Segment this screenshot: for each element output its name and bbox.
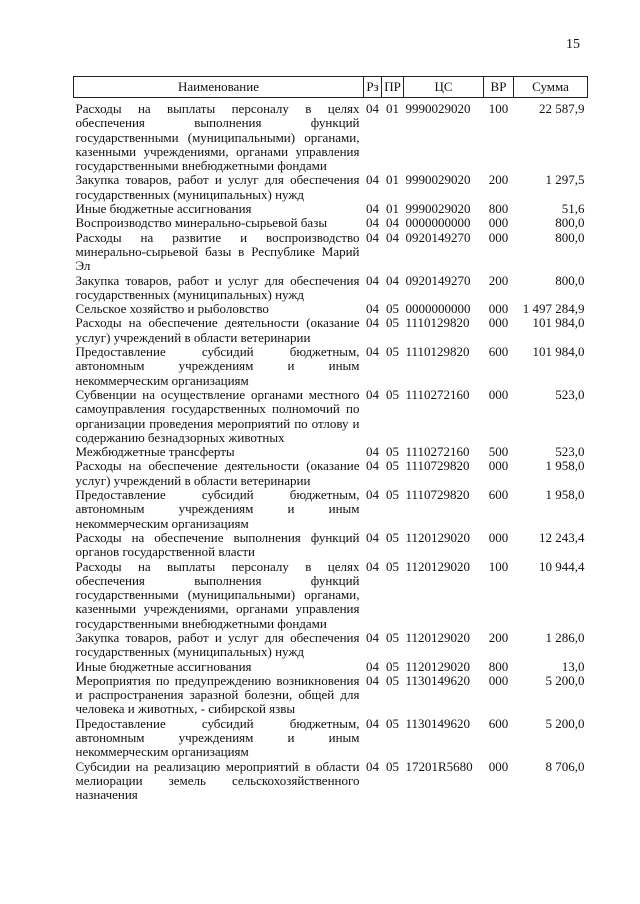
cell-name: Межбюджетные трансферты: [75, 444, 235, 460]
table-row: [74, 388, 588, 445]
cell-pr: 04: [386, 229, 399, 245]
cell-name: Иные бюджетные ассигнования: [75, 201, 252, 217]
cell-cs: 1110729820: [405, 487, 470, 503]
cell-sum: 10 944,4: [539, 558, 585, 574]
table-row: [74, 560, 588, 631]
cell-vr: 000: [488, 386, 509, 402]
cell-name: Расходы на выплаты персоналу в целях обеспечения выполнения функций государственными (муниципальными) органами, казенными учреждениями, органами управления государственными внебюджетными фондами: [75, 101, 360, 174]
cell-sum: 800,0: [555, 272, 585, 288]
cell-vr: 100: [488, 101, 509, 116]
cell-pr: 04: [386, 272, 399, 288]
cell-sum: 8 706,0: [545, 758, 585, 774]
cell-rz: 04: [366, 172, 379, 188]
table-row: [74, 216, 588, 230]
header-cs: ЦС: [404, 77, 484, 98]
cell-sum: 523,0: [555, 386, 585, 402]
table-row: [74, 231, 588, 274]
cell-rz: 04: [366, 444, 379, 460]
cell-name: Субвенции на осуществление органами местного самоуправления государственных полномочий по организации проведения мероприятий по отлову и содержанию безнадзорных животных: [75, 386, 360, 445]
cell-cs: 1110272160: [405, 386, 470, 402]
cell-sum: 101 984,0: [532, 344, 585, 360]
cell-cs: 0920149270: [405, 229, 471, 245]
cell-vr: 200: [488, 629, 509, 645]
table-body: [74, 98, 588, 803]
cell-name: Расходы на обеспечение деятельности (оказание услуг) учреждений в области ветеринарии: [75, 315, 360, 345]
cell-cs: 1120129020: [405, 629, 471, 645]
cell-pr: 05: [386, 629, 399, 645]
cell-name: Мероприятия по предупреждению возникновения и распространения заразной болезни, общей для человека и животных, - сибирской язвы: [75, 672, 360, 717]
cell-cs: 9990029020: [405, 201, 471, 217]
table-row: [74, 631, 588, 660]
cell-rz: 04: [366, 458, 379, 474]
cell-sum: 1 958,0: [545, 487, 585, 503]
cell-pr: 05: [386, 715, 399, 731]
cell-name: Расходы на развитие и воспроизводство минерально-сырьевой базы в Республике Марий Эл: [75, 229, 360, 274]
cell-rz: 04: [366, 558, 379, 574]
cell-pr: 04: [386, 215, 399, 231]
table-row: [74, 488, 588, 531]
cell-rz: 04: [366, 658, 379, 674]
cell-sum: 523,0: [555, 444, 585, 460]
cell-vr: 800: [488, 658, 509, 674]
cell-rz: 04: [366, 529, 379, 545]
cell-rz: 04: [366, 487, 379, 503]
cell-sum: 22 587,9: [539, 101, 585, 116]
cell-sum: 101 984,0: [532, 315, 585, 331]
table-row: [74, 98, 588, 174]
cell-rz: 04: [366, 758, 379, 774]
cell-cs: 0000000000: [405, 215, 471, 231]
cell-sum: 5 200,0: [545, 672, 585, 688]
cell-rz: 04: [366, 215, 379, 231]
table-row: [74, 531, 588, 560]
table-row: [74, 760, 588, 803]
table-row: [74, 459, 588, 488]
table-row: [74, 202, 588, 216]
cell-vr: 100: [488, 558, 509, 574]
cell-vr: 000: [488, 458, 509, 474]
table-row: [74, 660, 588, 674]
cell-pr: 05: [386, 529, 399, 545]
cell-name: Предоставление субсидий бюджетным, автономным учреждениям и иным некоммерческим организациям: [75, 344, 360, 388]
cell-name: Субсидии на реализацию мероприятий в области мелиорации земель сельскохозяйственного назначения: [75, 758, 360, 803]
cell-rz: 04: [366, 229, 379, 245]
cell-cs: 1120129020: [405, 658, 471, 674]
cell-sum: 800,0: [555, 215, 585, 231]
cell-pr: 05: [386, 444, 399, 460]
cell-name: Закупка товаров, работ и услуг для обеспечения государственных (муниципальных) нужд: [75, 272, 360, 302]
cell-cs: 0920149270: [405, 272, 471, 288]
cell-name: Предоставление субсидий бюджетным, автономным учреждениям и иным некоммерческим организациям: [75, 715, 360, 760]
cell-name: Сельское хозяйство и рыболовство: [75, 301, 269, 317]
cell-vr: 600: [488, 344, 509, 360]
cell-vr: 200: [488, 172, 509, 188]
header-rz: Рз: [364, 77, 382, 98]
cell-rz: 04: [366, 301, 379, 317]
cell-cs: 9990029020: [405, 172, 471, 188]
cell-pr: 05: [386, 658, 399, 674]
table-row: [74, 445, 588, 459]
header-pr: ПР: [382, 77, 404, 98]
cell-vr: 500: [488, 444, 509, 460]
cell-cs: 17201R5680: [405, 758, 473, 774]
cell-name: Предоставление субсидий бюджетным, автономным учреждениям и иным некоммерческим организациям: [75, 487, 360, 531]
cell-vr: 000: [488, 758, 509, 774]
table-row: [74, 717, 588, 760]
cell-vr: 000: [488, 672, 509, 688]
table-row: [74, 274, 588, 303]
cell-sum: 1 297,5: [545, 172, 585, 188]
table-row: [74, 173, 588, 202]
cell-rz: 04: [366, 272, 379, 288]
table-row: [74, 345, 588, 388]
cell-vr: 600: [488, 715, 509, 731]
cell-pr: 05: [386, 301, 399, 317]
cell-pr: 01: [386, 101, 399, 116]
cell-pr: 01: [386, 172, 399, 188]
cell-name: Закупка товаров, работ и услуг для обеспечения государственных (муниципальных) нужд: [75, 172, 360, 202]
table-header-row: [74, 77, 588, 98]
cell-vr: 000: [488, 529, 509, 545]
page-number: 15: [566, 37, 580, 52]
cell-pr: 01: [386, 201, 399, 217]
cell-rz: 04: [366, 315, 379, 331]
budget-table: [73, 76, 588, 803]
cell-name: Расходы на обеспечение деятельности (оказание услуг) учреждений в области ветеринарии: [75, 458, 360, 488]
cell-cs: 9990029020: [405, 101, 471, 116]
cell-pr: 05: [386, 672, 399, 688]
table-row: [74, 674, 588, 717]
cell-rz: 04: [366, 344, 379, 360]
cell-sum: 800,0: [555, 229, 585, 245]
cell-rz: 04: [366, 386, 379, 402]
cell-vr: 000: [488, 315, 509, 331]
cell-pr: 05: [386, 344, 399, 360]
cell-cs: 1110129820: [405, 315, 470, 331]
cell-cs: 1130149620: [405, 715, 471, 731]
cell-name: Иные бюджетные ассигнования: [75, 658, 252, 674]
table-row: [74, 302, 588, 316]
cell-pr: 05: [386, 487, 399, 503]
header-sum: Сумма: [514, 77, 588, 98]
cell-name: Закупка товаров, работ и услуг для обеспечения государственных (муниципальных) нужд: [75, 629, 360, 660]
cell-vr: 000: [488, 229, 509, 245]
cell-vr: 800: [488, 201, 509, 217]
cell-cs: 1110129820: [405, 344, 470, 360]
cell-cs: 1110729820: [405, 458, 470, 474]
cell-rz: 04: [366, 715, 379, 731]
cell-pr: 05: [386, 386, 399, 402]
cell-rz: 04: [366, 101, 379, 116]
cell-name: Расходы на выплаты персоналу в целях обеспечения выполнения функций государственными (муниципальными) органами, казенными учреждениями, органами управления государственными внебюджетными фондами: [75, 558, 360, 631]
cell-vr: 000: [488, 301, 509, 317]
cell-cs: 1130149620: [405, 672, 471, 688]
cell-vr: 000: [488, 215, 509, 231]
cell-sum: 1 958,0: [545, 458, 585, 474]
cell-vr: 600: [488, 487, 509, 503]
cell-cs: 0000000000: [405, 301, 471, 317]
header-vr: ВР: [484, 77, 514, 98]
header-name: Наименование: [74, 77, 364, 98]
cell-cs: 1110272160: [405, 444, 470, 460]
cell-name: Воспроизводство минерально-сырьевой базы: [75, 215, 328, 231]
cell-pr: 05: [386, 458, 399, 474]
cell-rz: 04: [366, 629, 379, 645]
cell-cs: 1120129020: [405, 529, 471, 545]
cell-sum: 5 200,0: [545, 715, 585, 731]
cell-pr: 05: [386, 758, 399, 774]
cell-sum: 1 497 284,9: [522, 301, 585, 317]
cell-sum: 51,6: [561, 201, 585, 217]
cell-rz: 04: [366, 672, 379, 688]
cell-pr: 05: [386, 558, 399, 574]
cell-sum: 1 286,0: [545, 629, 585, 645]
cell-name: Расходы на обеспечение выполнения функций органов государственной власти: [75, 529, 360, 560]
cell-sum: 13,0: [561, 658, 585, 674]
table-row: [74, 316, 588, 345]
cell-vr: 200: [488, 272, 509, 288]
cell-rz: 04: [366, 201, 379, 217]
cell-pr: 05: [386, 315, 399, 331]
cell-cs: 1120129020: [405, 558, 471, 574]
cell-sum: 12 243,4: [539, 529, 585, 545]
